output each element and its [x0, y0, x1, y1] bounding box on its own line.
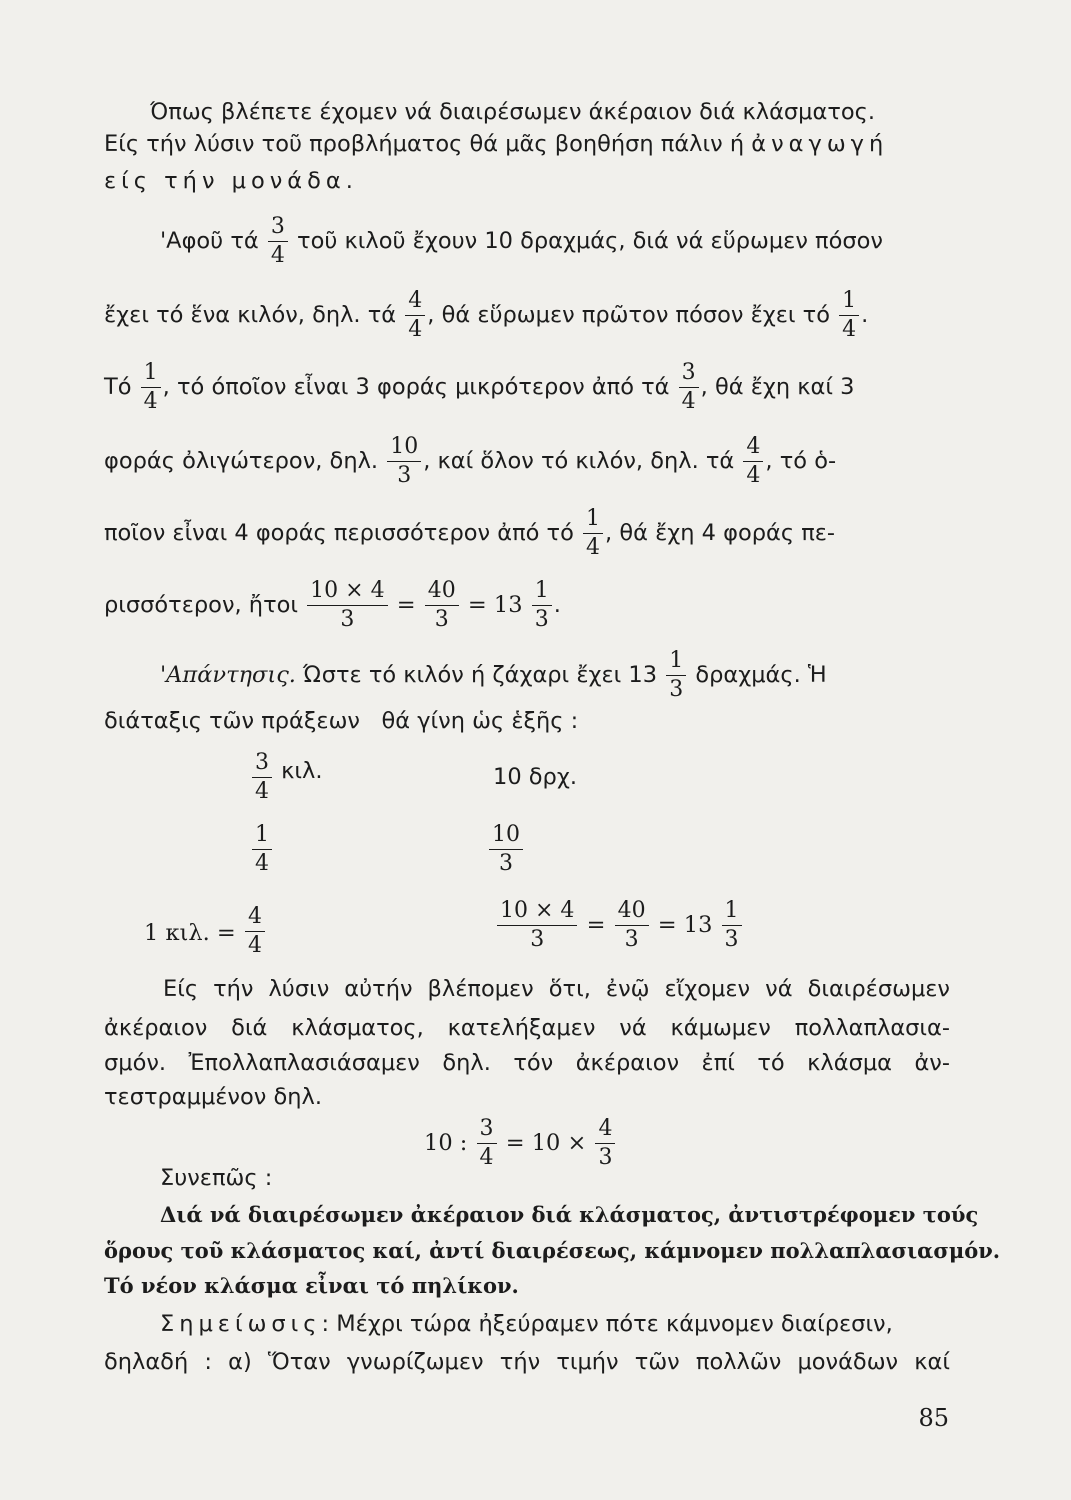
- fraction-10x4-3: $\frac{10 \times 4}{3}$: [307, 580, 387, 631]
- fraction-40-3: $\frac{40}{3}$: [425, 580, 459, 631]
- table-row2-left: [250, 824, 274, 875]
- fraction-4-4: $\frac{4}{4}$: [245, 906, 265, 957]
- table-row3-left: 1 κιλ. = $\frac{4}{4}$: [144, 906, 267, 957]
- fraction-3-4: $\frac{3}{4}$: [268, 216, 288, 267]
- answer-line1: 'Απάντησις. Ώστε τό κιλόν ή ζάχαρι ἔχει 13 $\frac{1}{3}$ δραχμάς. Ἡ: [160, 648, 827, 702]
- table-row1-right: 10 δρχ.: [493, 764, 577, 790]
- equation: 10 : $\frac{3}{4}$ = 10 × $\frac{4}{3}$: [424, 1118, 617, 1169]
- note-line1: Σημείωσις: Μέχρι τώρα ἠξεύραμεν πότε κάμνομεν διαίρεσιν,: [160, 1311, 893, 1337]
- fraction-1-3: $\frac{1}{3}$: [666, 650, 686, 701]
- fraction-4-4: $\frac{4}{4}$: [405, 290, 425, 341]
- p1-line1: Όπως βλέπετε έχομεν νά διαιρέσωμεν άκέραιον διά κλάσματος.: [150, 99, 875, 125]
- page-number: 85: [918, 1404, 949, 1432]
- answer-line2: διάταξις τῶν πράξεων θά γίνη ὡς ἑξῆς :: [104, 708, 579, 734]
- fraction-1-4: $\frac{1}{4}$: [252, 824, 272, 875]
- fraction-1-3: $\frac{1}{3}$: [532, 580, 552, 631]
- fraction-1-4: $\frac{1}{4}$: [839, 290, 859, 341]
- table-row3-right: $\frac{10 \times 4}{3}$ = $\frac{40}{3}$ = 13 $\frac{1}{3}$: [495, 900, 744, 951]
- p3-line4: τεστραμμένον δηλ.: [104, 1084, 322, 1110]
- p3-line3: σμόν. Ἐπολλαπλασιάσαμεν δηλ. τόν ἀκέραιον ἐπί τό κλάσμα ἀν-: [104, 1050, 950, 1076]
- conclusion-bold1: Διά νά διαιρέσωμεν ἀκέραιον διά κλάσματος, ἀντιστρέφομεν τούς: [160, 1202, 979, 1227]
- table-row1-left: $\frac{3}{4}$ κιλ.: [250, 752, 323, 803]
- p2-line3: Τό $\frac{1}{4}$ , τό όποῖον εἶναι 3 φοράς μικρότερον ἀπό τά $\frac{3}{4}$ , θά ἔχη καί 3: [104, 360, 855, 414]
- fraction-10-3: $\frac{10}{3}$: [489, 824, 523, 875]
- fraction-10x4-3: $\frac{10 \times 4}{3}$: [497, 900, 577, 951]
- conclusion-label: Συνεπῶς :: [160, 1165, 273, 1191]
- fraction-3-4: $\frac{3}{4}$: [252, 752, 272, 803]
- fraction-3-4: $\frac{3}{4}$: [679, 362, 699, 413]
- fraction-1-4: $\frac{1}{4}$: [583, 508, 603, 559]
- note-line2: δηλαδή : α) Ὅταν γνωρίζωμεν τήν τιμήν τῶν πολλῶν μονάδων καί: [104, 1349, 950, 1375]
- fraction-40-3: $\frac{40}{3}$: [615, 900, 649, 951]
- p2-line2: ἔχει τό ἕνα κιλόν, δηλ. τά $\frac{4}{4}$ , θά εὕρωμεν πρῶτον πόσον ἔχει τό $\frac{1}{4}$ .: [104, 288, 869, 342]
- p1-line2: Είς τήν λύσιν τοῦ προβλήματος θά μᾶς βοηθήση πάλιν ή ἀναγωγή: [104, 131, 889, 157]
- p2-line6: ρισσότερον, ἤτοι $\frac{10 \times 4}{3}$ = $\frac{40}{3}$ = 13 $\frac{1}{3}$ .: [104, 578, 561, 632]
- p1-line3: είς τήν μονάδα.: [104, 168, 358, 194]
- fraction-4-4: $\frac{4}{4}$: [743, 436, 763, 487]
- p2-line1: 'Αφοῦ τά $\frac{3}{4}$ τοῦ κιλοῦ ἔχουν 10 δραχμάς, διά νά εὕρωμεν πόσον: [160, 214, 883, 268]
- conclusion-bold3: Τό νέον κλάσμα εἶναι τό πηλίκον.: [104, 1273, 519, 1298]
- conclusion-bold2: ὅρους τοῦ κλάσματος καί, ἀντί διαιρέσεως, κάμνομεν πολλαπλασιασμόν.: [104, 1238, 1001, 1263]
- p2-line5: ποῖον εἶναι 4 φοράς περισσότερον ἀπό τό $\frac{1}{4}$ , θά ἔχη 4 φοράς πε-: [104, 506, 836, 560]
- fraction-10-3: $\frac{10}{3}$: [387, 436, 421, 487]
- p3-line1: Είς τήν λύσιν αὐτήν βλέπομεν ὅτι, ἐνῷ εἴχομεν νά διαιρέσωμεν: [163, 976, 950, 1002]
- fraction-3-4: $\frac{3}{4}$: [477, 1118, 497, 1169]
- fraction-1-4: $\frac{1}{4}$: [141, 362, 161, 413]
- fraction-1-3: $\frac{1}{3}$: [722, 900, 742, 951]
- fraction-4-3: $\frac{4}{3}$: [595, 1118, 615, 1169]
- p3-line2: ἀκέραιον διά κλάσματος, κατελήξαμεν νά κάμωμεν πολλαπλασια-: [104, 1015, 950, 1041]
- table-row2-right: [487, 824, 525, 875]
- p2-line4: φοράς ὀλιγώτερον, δηλ. $\frac{10}{3}$ , καί ὅλον τό κιλόν, δηλ. τά $\frac{4}{4}$ , τό ὁ-: [104, 434, 837, 488]
